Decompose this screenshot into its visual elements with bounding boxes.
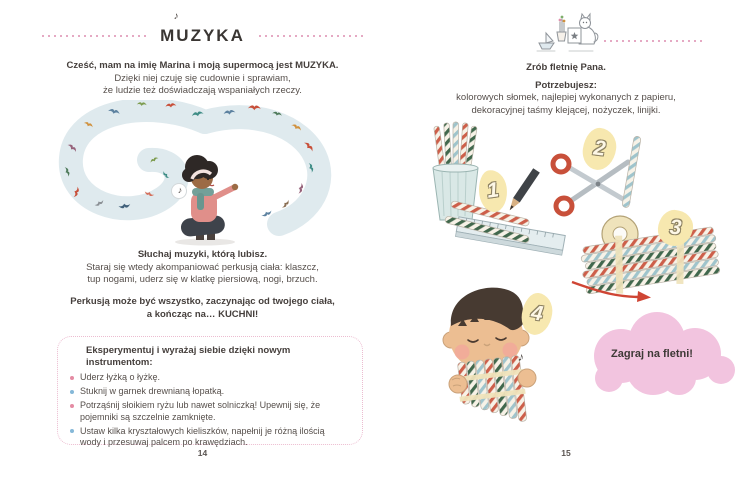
list-item-text: Stuknij w garnek drewnianą łopatką. xyxy=(80,386,225,396)
experiment-box xyxy=(57,336,363,445)
intro-paragraph xyxy=(40,60,365,98)
bullet-icon xyxy=(70,404,74,408)
needs-heading: Potrzebujesz: xyxy=(535,79,597,91)
list-item-text: Ustaw kilka kryształowych kieliszków, napełnij je różną ilością wody i przesuwaj palcem po krawędziach. xyxy=(80,425,325,447)
needs-line-1: kolorowych słomek, najlepiej wykonanych z papieru, xyxy=(456,92,676,103)
needs-line-2: dekoracyjnej taśmy klejącej, nożyczek, linijki. xyxy=(471,104,661,116)
list-item xyxy=(70,400,350,423)
percussion-line-1: Perkusją może być wszystko, zaczynając od twojego ciała, xyxy=(70,296,335,307)
right-page-intro xyxy=(420,62,712,117)
step-number: 3 xyxy=(668,215,683,240)
listen-line-bold: Słuchaj muzyki, którą lubisz. xyxy=(137,249,268,260)
page-number-right: 15 xyxy=(561,448,571,458)
experiment-heading: Eksperymentuj i wyrażaj siebie dzięki nowym instrumentom: xyxy=(86,345,291,368)
percussion-kitchen: KUCHNI! xyxy=(218,308,259,320)
step-number: 4 xyxy=(529,301,545,326)
bird-swirl-illustration xyxy=(55,100,365,250)
page-title: MUZYKA xyxy=(160,26,245,45)
craft-heading: Zrób fletnię Pana. xyxy=(526,62,606,73)
page-number-left: 14 xyxy=(197,448,208,458)
intro-line-bold: Cześć, mam na imię Marina i moją supermocą jest MUZYKA. xyxy=(66,60,339,71)
percussion-prefix: a kończąc na… xyxy=(146,308,219,320)
list-item-text: Uderz łyżką o łyżkę. xyxy=(80,372,161,382)
cats-sketch-illustration xyxy=(533,8,599,54)
cloud-label: Zagraj na fletni! xyxy=(611,348,693,360)
bullet-icon xyxy=(70,390,74,394)
step-number: 1 xyxy=(485,178,501,203)
music-note-icon: ♪ xyxy=(173,11,179,22)
listen-line-3: tup nogami, uderz się w klatkę piersiową, nogi, brzuch. xyxy=(87,274,318,285)
list-item xyxy=(70,372,350,384)
music-note-icon: ♪ xyxy=(177,185,183,195)
left-page-header xyxy=(40,26,365,46)
listen-line-2: Staraj się wtedy akompaniować perkusją ciała: klaszcz, xyxy=(86,261,319,273)
listen-paragraph xyxy=(40,249,365,287)
dotted-divider-right xyxy=(257,34,365,38)
music-note-icon: ♪ xyxy=(517,349,525,365)
cloud-callout xyxy=(583,312,735,396)
bullet-icon xyxy=(70,376,74,380)
list-item-text: Potrząśnij słoikiem ryżu lub nawet solniczką! Upewnij się, że pojemniki są szczelnie zamknięte. xyxy=(80,400,321,422)
list-item xyxy=(70,426,350,449)
list-item xyxy=(70,386,350,398)
intro-line-2: Dzięki niej czuję się cudownie i sprawiam, xyxy=(114,72,291,84)
dotted-divider-right-page xyxy=(602,39,702,43)
percussion-line-2 xyxy=(40,309,365,322)
intro-line-3: że ludzie też doświadczają wspaniałych rzeczy. xyxy=(103,85,302,96)
dotted-divider-left xyxy=(40,34,148,38)
step-number: 2 xyxy=(592,136,607,161)
bullet-icon xyxy=(70,429,74,433)
percussion-paragraph xyxy=(40,296,365,321)
